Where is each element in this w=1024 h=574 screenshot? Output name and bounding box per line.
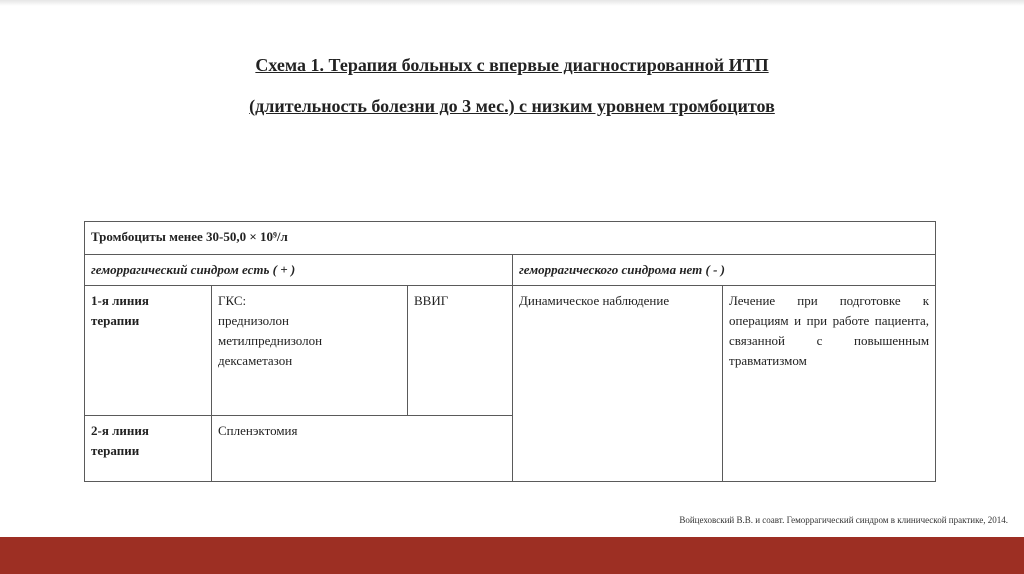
gks-item-methylprednisolone: метилпреднизолон [218,333,323,348]
source-citation: Войцеховский В.В. и соавт. Геморрагический синдром в клинической практике, 2014. [679,515,1008,525]
hemorrhagic-syndrome-yes: геморрагический синдром есть ( + ) [85,255,513,286]
scheme-title-line-1: Схема 1. Терапия больных с впервые диагностированной ИТП [255,55,769,75]
second-line-label-part1: 2-я линия [91,423,149,438]
scheme-title-line-2: (длительность болезни до 3 мес.) с низким уровнем тромбоцитов [249,96,775,116]
first-line-therapy-label [85,286,212,416]
gks-item-prednisolone: преднизолон [218,313,289,328]
first-line-label-part2: терапии [91,313,140,328]
vvig-cell: ВВИГ [408,286,513,416]
second-line-label-part2: терапии [91,443,140,458]
footer-bar [0,537,1024,574]
gks-title: ГКС: [218,293,247,308]
gks-item-dexamethasone: дексаметазон [218,353,293,368]
dynamic-observation-cell: Динамическое наблюдение [513,286,723,482]
hemorrhagic-syndrome-no: геморрагического синдрома нет ( - ) [513,255,936,286]
slide-top-shadow [0,0,1024,6]
treatment-note-cell: Лечение при подготовке к операциям и при работе пациента, связанной с повышенным травматизмом [723,286,936,482]
platelet-threshold-header: Тромбоциты менее 30-50,0 × 10⁹/л [85,222,936,255]
splenectomy-cell: Спленэктомия [212,416,513,482]
gks-cell [212,286,408,416]
second-line-therapy-label [85,416,212,482]
first-line-label-part1: 1-я линия [91,293,149,308]
therapy-scheme-table [84,221,936,482]
